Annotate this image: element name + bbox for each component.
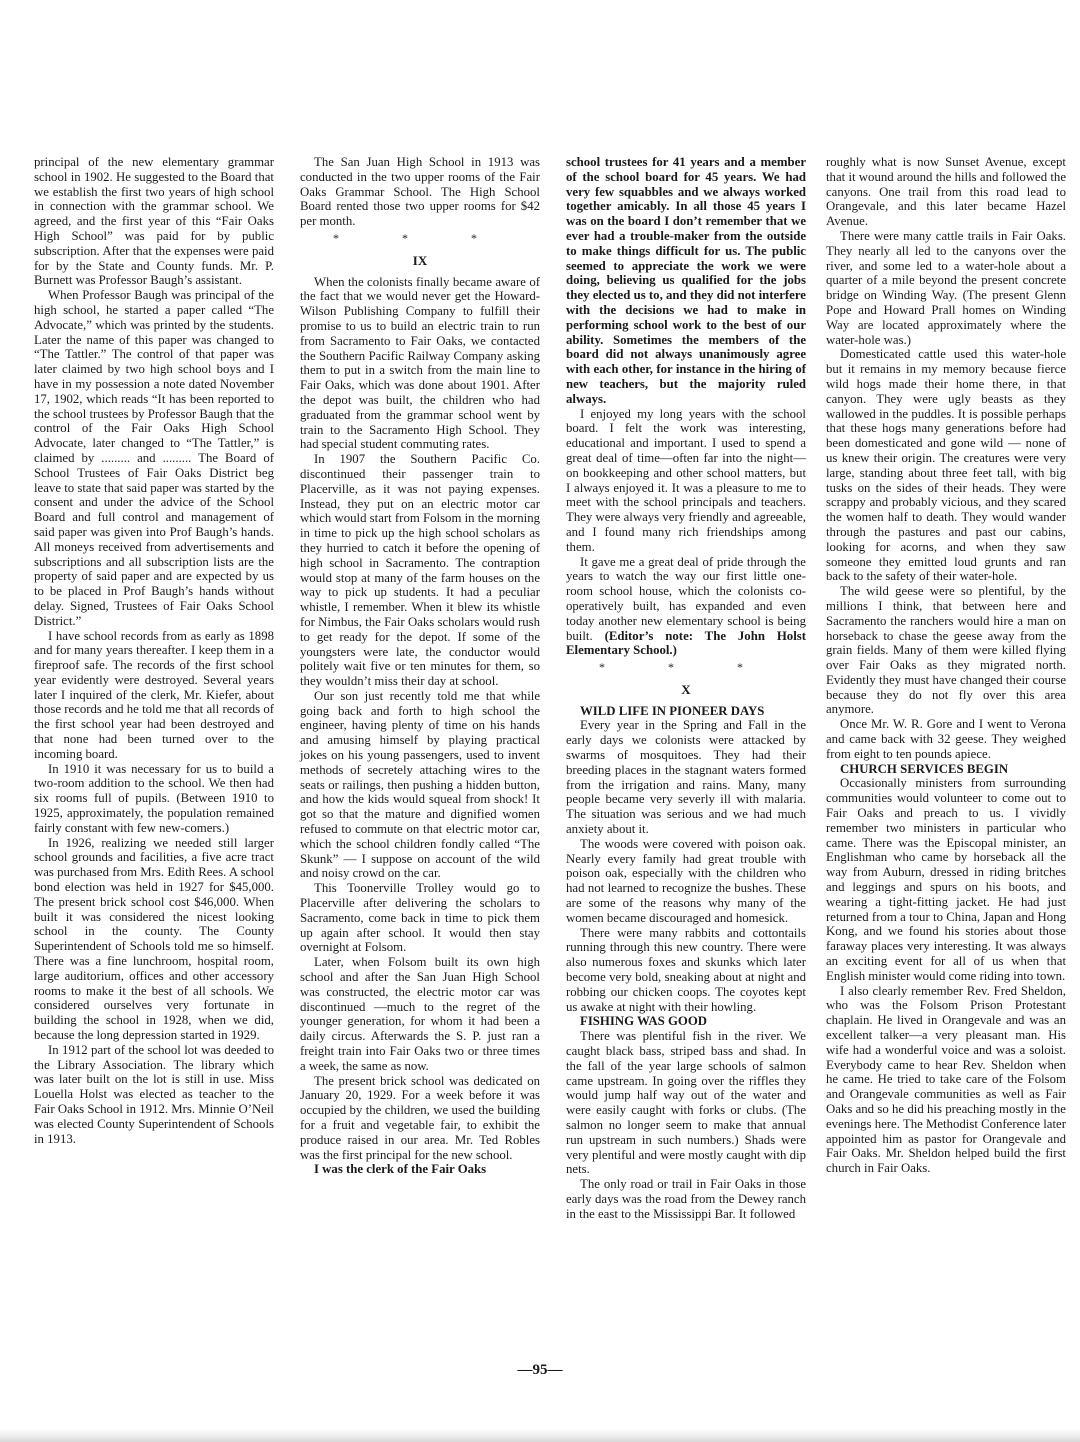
paragraph: In 1910 it was necessary for us to build a two-room addition to the school. We then had six rooms full of pupils. (Between 1910 to 1925, approximately, the population remained fairly constant with few new-comers.) [34,761,274,835]
paragraph-text: It gave me a great deal of pride through the years to watch the way our first little one-room school house, which the colonists co-operatively built, has expanded and even today another new elementary school is being built. [566,554,806,643]
section-heading-fishing: FISHING WAS GOOD [580,1014,708,1029]
column-2 [300,155,540,1177]
paragraph: I enjoyed my long years with the school board. I felt the work was interesting, educational and important. I used to spend a great deal of time—often far into the night—on bookkeeping and other school matters, but I always enjoyed it. It was a pleasure to me to meet with the school principals and teachers. They were always very friendly and agreeable, and I found many rich friendships among them. [566,406,806,554]
paragraph: There were many rabbits and cottontails running through this new country. There were also numerous foxes and skunks which later become very bold, sneaking about at night and robbing our chicken coops. The coyotes kept us awake at night with their howling. [566,925,806,1014]
paragraph: principal of the new elementary grammar school in 1902. He suggested to the Board that we establish the first two years of high school in connection with the grammar school. We agreed, and the first year of this “Fair Oaks High School” was paid for by public subscription. After that the expenses were paid for by the State and County funds. Mr. P. Burnett was Professor Baugh’s assistant. [34,155,274,288]
paragraph: There were many cattle trails in Fair Oaks. They nearly all led to the canyons over the river, and some led to a water-hole about a quarter of a mile beyond the present concrete bridge on Winding Way. (The present Glenn Pope and Howard Prall homes on Winding Way are located approximately where the water-hole was.) [826,228,1066,347]
section-heading-church: CHURCH SERVICES BEGIN [840,761,1009,776]
section-divider-stars: * * * [333,230,507,245]
paragraph: In 1907 the Southern Pacific Co. discontinued their passenger train to Placerville, as it was not paying expenses. Instead, they put on an electric motor car which would start from Folsom in the morning in time to pick up the high school scholars as they hurried to catch it before the opening of high school in Sacramento. The contraption would stop at many of the farm houses on the way to pick up students. It had a peculiar whistle, I remember. When it blew its whistle for Nimbus, the Fair Oaks scholars would rush to get ready for the depot. If some of the youngsters were late, the conductor would politely wait five or ten minutes for them, so they wouldn’t miss their day at school. [300,452,540,689]
paragraph: The wild geese were so plentiful, by the millions I think, that between here and Sacramento the ranchers would hire a man on horseback to chase the geese away from the grain fields. Many of them were killed flying over Fair Oaks as they migrated north. Evidently they must have changed their course because they do not fly over this area anymore. [826,584,1066,717]
column-3 [566,155,806,1222]
column-4 [826,155,1066,1176]
paragraph: The San Juan High School in 1913 was conducted in the two upper rooms of the Fair Oaks Grammar School. The High School Board rented those two upper rooms for $42 per month. [300,155,540,229]
paragraph: Later, when Folsom built its own high school and after the San Juan High School was constructed, the electric motor car was discontinued —much to the regret of the younger generation, for whom it had been a daily circus. Afterwards the S. P. just ran a freight train into Fair Oaks two or three times a week, the same as now. [300,955,540,1073]
paragraph: Our son just recently told me that while going back and forth to high school the engineer, having plenty of time on his hands and amusing himself by playing practical jokes on his young passengers, used to invent methods of secretely attaching wires to the seats or railings, then pushing a hidden button, and how the kids would squeal from shock! It got so that the mature and dignified women refused to commute on that electric motor car, which the school children fondly called “The Skunk” — I suppose on account of the wild and noisy crowd on the car. [300,688,540,881]
paragraph: Occasionally ministers from surrounding communities would volunteer to come out to Fair Oaks and preach to us. I vividly remember two ministers in particular who came. There was the Episcopal minister, an Englishman who came by horseback all the way from Auburn, dressed in riding britches and leggings and spurs on his boots, and wearing a tight-fitting jacket. He had just returned from a tour to China, Japan and Hong Kong, and we found his stories about those faraway places very interesting. It was always an exciting event for all of us when that English minister would come riding into town. [826,776,1066,983]
editor-note: (Editor’s note: The John Holst Elementary School.) [566,628,806,658]
paragraph: I also clearly remember Rev. Fred Sheldon, who was the Folsom Prison Protestant chaplain. He lived in Orangevale and was an excellent talker—a very pleasant man. His wife had a wonderful voice and was a soloist. Everybody came to hear Rev. Sheldon when he came. He tried to take care of the Folsom and Orangevale communities as well as Fair Oaks and so he did his preaching mostly in the evenings here. The Methodist Conference later appointed him as pastor for Orangevale and Fair Oaks. Mr. Sheldon helped build the first church in Fair Oaks. [826,983,1066,1176]
paragraph: I have school records from as early as 1898 and for many years thereafter. I keep them in a fireproof safe. The records of the first school year evidently were destroyed. Several years later I inquired of the clerk, Mr. Kiefer, about those records and he told me that all records of the first school year had been destroyed and that none had been turned over to the incoming board. [34,628,274,761]
section-number-x: X [681,681,691,697]
paragraph: The woods were covered with poison oak. Nearly every family had great trouble with poison oak, especially with the children who had not learned to recognize the bushes. These are some of the reasons why many of the women became discouraged and homesick. [566,836,806,925]
paragraph: In 1926, realizing we needed still larger school grounds and facilities, a five acre tract was purchased from Mrs. Edith Rees. A school bond election was held in 1927 for $45,000. The present brick school cost $46,000. When built it was considered the nicest looking school in the county. The County Superintendent of Schools told me so himself. There was a fine lunchroom, hospital room, large auditorium, offices and other accessory rooms to make it the best of all schools. We considered ourselves very fortunate in building the school in 1928, when we did, because the long depression started in 1929. [34,835,274,1043]
paragraph: The present brick school was dedicated on January 20, 1929. For a week before it was occupied by the children, we used the building for a fruit and vegetable fair, to exhibit the produce raised in our area. Mr. Ted Robles was the first principal for the new school. [300,1073,540,1162]
paragraph [566,555,806,659]
paragraph: When the colonists finally became aware of the fact that we would never get the Howard-Wilson Publishing Company to fulfill their promise to us to build an electric train to run from Sacramento to Fair Oaks, we contacted the Southern Pacific Railway Company asking them to put in a switch from the main line to Fair Oaks, which was done about 1901. After the depot was built, the children who had graduated from the grammar school went by train to the Sacramento High School. They had special student commuting rates. [300,274,540,452]
paragraph-bold: school trustees for 41 years and a member of the school board for 45 years. We had very few squabbles and we always worked together amicably. In all those 45 years I was on the board I don’t remember that we ever had a trouble-maker from the outside to make things difficult for us. The public seemed to appreciate the work we were doing, believing us qualified for the jobs they elected us to, and they did not interfere with the decisions we had to make in performing school work to the best of our ability. Sometimes the members of the board did not always unanimously agree with each other, for instance in the hiring of new teachers, but the majority ruled always. [566,155,806,406]
paragraph: roughly what is now Sunset Avenue, except that it wound around the hills and followed the canyons. One trail from this road lead to Orangevale, and this later became Hazel Avenue. [826,155,1066,229]
paragraph: Domesticated cattle used this water-hole but it remains in my memory because fierce wild hogs made their home there, in that canyon. They were ugly beasts as they wallowed in the puddles. It is possible perhaps that these hogs many generations before had been domesticated and gone wild — none of us knew their origin. The creatures were very large, standing about three feet tall, with big tusks on the sides of their heads. They were scrappy and probably vicious, and they scared the women half to death. They would wander through the pastures and past our cabins, looking for acorns, and when they saw someone they emitted loud grunts and ran back to the safety of their water-hole. [826,347,1066,584]
page-number: —95— [517,1362,563,1378]
paragraph: This Toonerville Trolley would go to Placerville after delivering the scholars to Sacramento, come back in time to pick them up again after school. It would then stay overnight at Folsom. [300,881,540,955]
column-1 [34,155,274,1146]
paragraph: The only road or trail in Fair Oaks in those early days was the road from the Dewey ranch in the east to the Mississippi Bar. It followed [566,1177,806,1221]
paragraph: There was plentiful fish in the river. We caught black bass, striped bass and shad. In the fall of the year large schools of salmon came upstream. In going over the riffles they would jump half way out of the water and were easily caught with forks or clubs. (The salmon no longer seem to make that annual run upstream in such numbers.) Shads were very plentiful and were mostly caught with dip nets. [566,1029,806,1177]
paragraph: Once Mr. W. R. Gore and I went to Verona and came back with 32 geese. They weighed from eight to ten pounds apiece. [826,717,1066,761]
paragraph: In 1912 part of the school lot was deeded to the Library Association. The library which was later built on the lot is still in use. Miss Louella Holst was elected as teacher to the Fair Oaks School in 1912. Mrs. Minnie O’Neil was elected County Superintendent of Schools in 1913. [34,1042,274,1146]
paragraph: Every year in the Spring and Fall in the early days we colonists were attacked by swarms of mosquitoes. They had their breeding places in the stagnant waters formed from the irrigation and rains. Many, many people became very severly ill with malaria. The situation was serious and we had much anxiety about it. [566,718,806,837]
section-number-ix: IX [412,252,428,268]
scan-edge-shadow [0,1428,1080,1442]
paragraph: When Professor Baugh was principal of the high school, he started a paper called “The Advocate,” which was printed by the students. Later the name of this paper was changed to “The Tattler.” The control of that paper was later claimed by two high school boys and I have in my possession a note dated November 17, 1902, which reads “It has been reported to the school trustees by Professor Baugh that the control of the Fair Oaks High School Advocate, later changed to “The Tattler,” is claimed by ......... and ......... The Board of School Trustees of Fair Oaks District beg leave to state that said paper was started by the consent and under the advice of the School Board and full control and management of said paper was given into Prof Baugh’s hands. All moneys received from advertisements and subscriptions and all subscription lists are the property of said paper and are expected by us to be placed in Prof Baugh’s hands without delay. Signed, Trustees of Fair Oaks School District.” [34,288,274,628]
section-divider-stars: * * * [599,660,773,675]
paragraph-bold: I was the clerk of the Fair Oaks [314,1162,487,1177]
section-heading-wild-life: WILD LIFE IN PIONEER DAYS [580,703,765,718]
